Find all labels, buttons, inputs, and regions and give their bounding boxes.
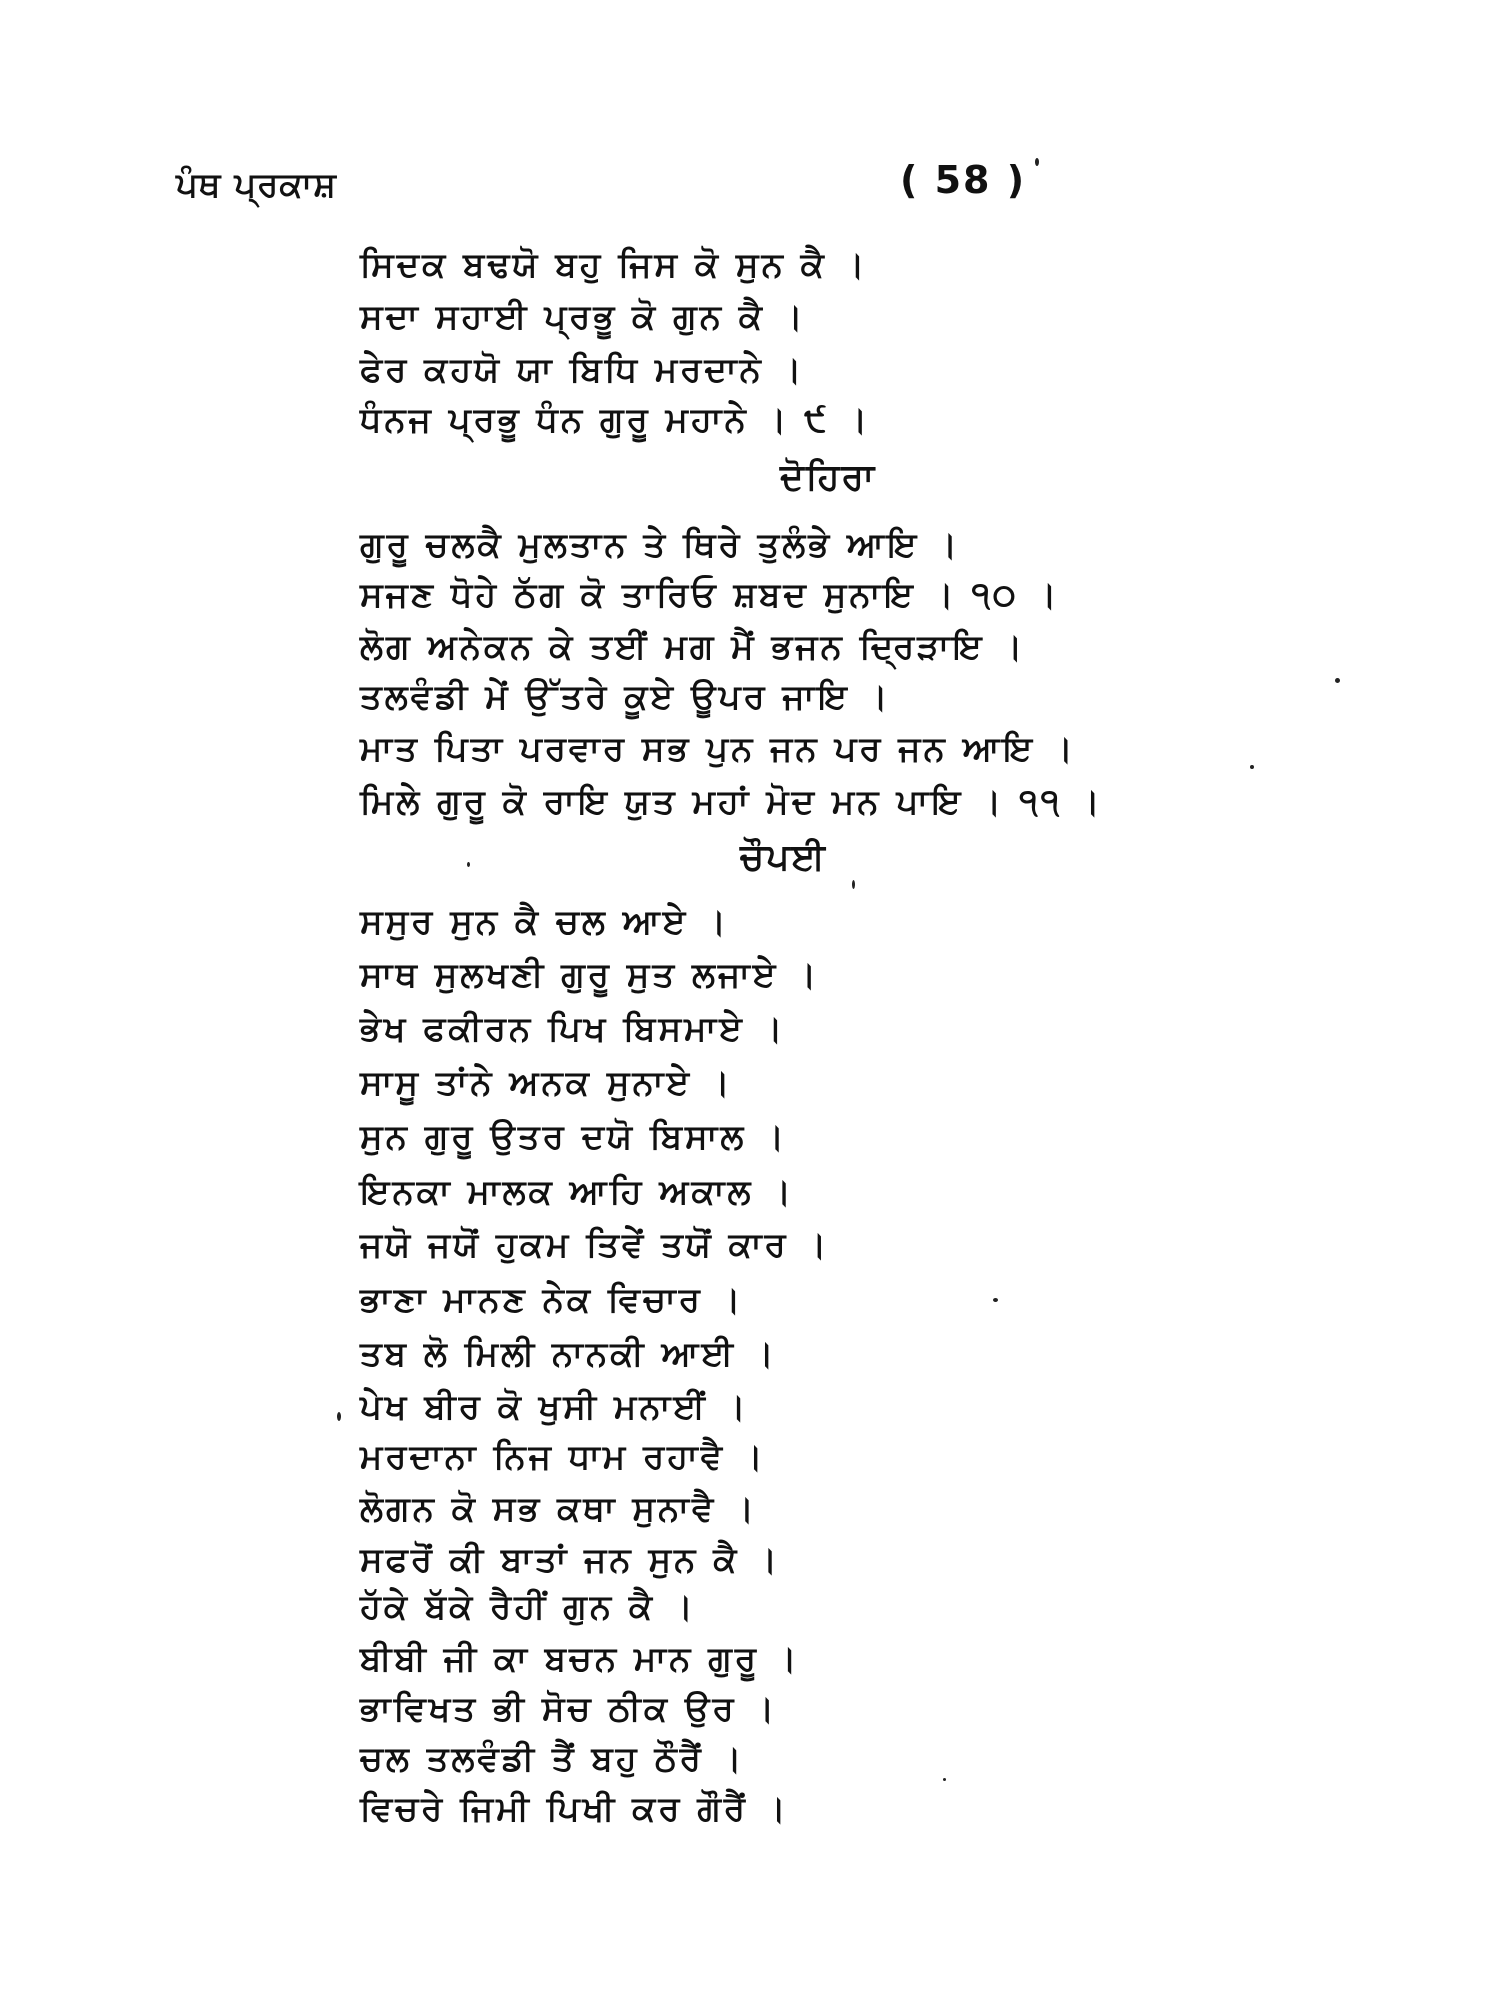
page-number: ( 58 ) — [900, 158, 1027, 202]
scan-speck — [337, 1412, 341, 1421]
scan-speck — [1335, 678, 1340, 683]
scan-speck — [943, 1778, 946, 1781]
section-heading-dohira: ਦੋਹਿਰਾ — [780, 457, 877, 498]
verse-line: ਸਿਦਕ ਬਢਯੋ ਬਹੁ ਜਿਸ ਕੋ ਸੁਨ ਕੈ । — [360, 245, 868, 285]
running-head: ਪੰਥ ਪ੍ਰਕਾਸ਼ — [176, 165, 337, 205]
verse-line: ਸਾਸੂ ਤਾਂਨੇ ਅਨਕ ਸੁਨਾਏ । — [360, 1063, 733, 1103]
verse-line: ਤਬ ਲੋ ਮਿਲੀ ਨਾਨਕੀ ਆਈ । — [360, 1334, 777, 1374]
verse-line: ਵਿਚਰੇ ਜਿਮੀ ਪਿਖੀ ਕਰ ਗੌਰੈਂ । — [360, 1789, 789, 1829]
verse-line: ਫੇਰ ਕਹਯੋ ਯਾ ਬਿਧਿ ਮਰਦਾਨੇ । — [360, 350, 805, 390]
scan-speck — [467, 862, 470, 867]
verse-line: ਗੁਰੂ ਚਲਕੈ ਮੁਲਤਾਨ ਤੇ ਥਿਰੇ ਤੁਲੰਭੇ ਆਇ । — [360, 525, 961, 565]
verse-line: ਇਨਕਾ ਮਾਲਕ ਆਹਿ ਅਕਾਲ । — [360, 1172, 795, 1212]
scan-speck — [1250, 765, 1254, 769]
scan-speck — [1035, 158, 1039, 166]
verse-line: ਸੁਨ ਗੁਰੂ ਉਤਰ ਦਯੋ ਬਿਸਾਲ । — [360, 1117, 788, 1157]
verse-line: ਮਿਲੇ ਗੁਰੂ ਕੋ ਰਾਇ ਯੁਤ ਮਹਾਂ ਮੋਦ ਮਨ ਪਾਇ । ੧੧ । — [360, 782, 1103, 822]
scan-speck — [852, 880, 855, 889]
verse-line: ਭੇਖ ਫਕੀਰਨ ਪਿਖ ਬਿਸਮਾਏ । — [360, 1009, 786, 1049]
verse-line: ਚਲ ਤਲਵੰਡੀ ਤੈਂ ਬਹੁ ਠੌਰੈਂ । — [360, 1739, 745, 1779]
verse-line: ਮਰਦਾਨਾ ਨਿਜ ਧਾਮ ਰਹਾਵੈ । — [360, 1437, 766, 1477]
verse-line: ਸਫਰੋਂ ਕੀ ਬਾਤਾਂ ਜਨ ਸੁਨ ਕੈ । — [360, 1540, 781, 1580]
verse-line: ਬੀਬੀ ਜੀ ਕਾ ਬਚਨ ਮਾਨ ਗੁਰੂ । — [360, 1639, 800, 1679]
verse-line: ਜਯੋ ਜਯੋਂ ਹੁਕਮ ਤਿਵੇਂ ਤਯੋਂ ਕਾਰ । — [360, 1225, 830, 1265]
verse-line: ਭਾਣਾ ਮਾਨਣ ਨੇਕ ਵਿਚਾਰ । — [360, 1280, 744, 1320]
verse-line: ਪੇਖ ਬੀਰ ਕੋ ਖੁਸੀ ਮਨਾਈਂ । — [360, 1387, 749, 1427]
verse-line: ਸਜਣ ਧੋਹੇ ਠੱਗ ਕੋ ਤਾਰਿਓ ਸ਼ਬਦ ਸੁਨਾਇ । ੧੦ । — [360, 575, 1060, 615]
section-heading-chaupai: ਚੌਪਈ — [740, 837, 827, 878]
verse-line: ਤਲਵੰਡੀ ਮੇਂ ਉੱਤਰੇ ਕੂਏ ਊਪਰ ਜਾਇ । — [360, 677, 891, 717]
verse-line: ਸਸੁਰ ਸੁਨ ਕੈ ਚਲ ਆਏ । — [360, 902, 730, 942]
verse-line: ਸਾਥ ਸੁਲਖਣੀ ਗੁਰੂ ਸੁਤ ਲਜਾਏ । — [360, 955, 820, 995]
verse-line: ਹੱਕੇ ਬੱਕੇ ਰੈਹੀਂ ਗੁਨ ਕੈ । — [360, 1587, 696, 1627]
verse-line: ਲੋਗਨ ਕੋ ਸਭ ਕਥਾ ਸੁਨਾਵੈ । — [360, 1489, 758, 1529]
verse-line: ਭਾਵਿਖਤ ਭੀ ਸੋਚ ਠੀਕ ਉਰ । — [360, 1689, 778, 1729]
verse-line: ਲੋਗ ਅਨੇਕਨ ਕੇ ਤਈਂ ਮਗ ਮੈਂ ਭਜਨ ਦ੍ਰਿੜਾਇ । — [360, 627, 1026, 667]
verse-line: ਮਾਤ ਪਿਤਾ ਪਰਵਾਰ ਸਭ ਪੁਨ ਜਨ ਪਰ ਜਨ ਆਇ । — [360, 729, 1076, 769]
verse-line: ਧੰਨਜ ਪ੍ਰਭੂ ਧੰਨ ਗੁਰੂ ਮਹਾਨੇ । ੯ । — [360, 400, 871, 440]
verse-line: ਸਦਾ ਸਹਾਈ ਪ੍ਰਭੂ ਕੋ ਗੁਨ ਕੈ । — [360, 297, 806, 337]
scan-speck — [993, 1298, 998, 1302]
